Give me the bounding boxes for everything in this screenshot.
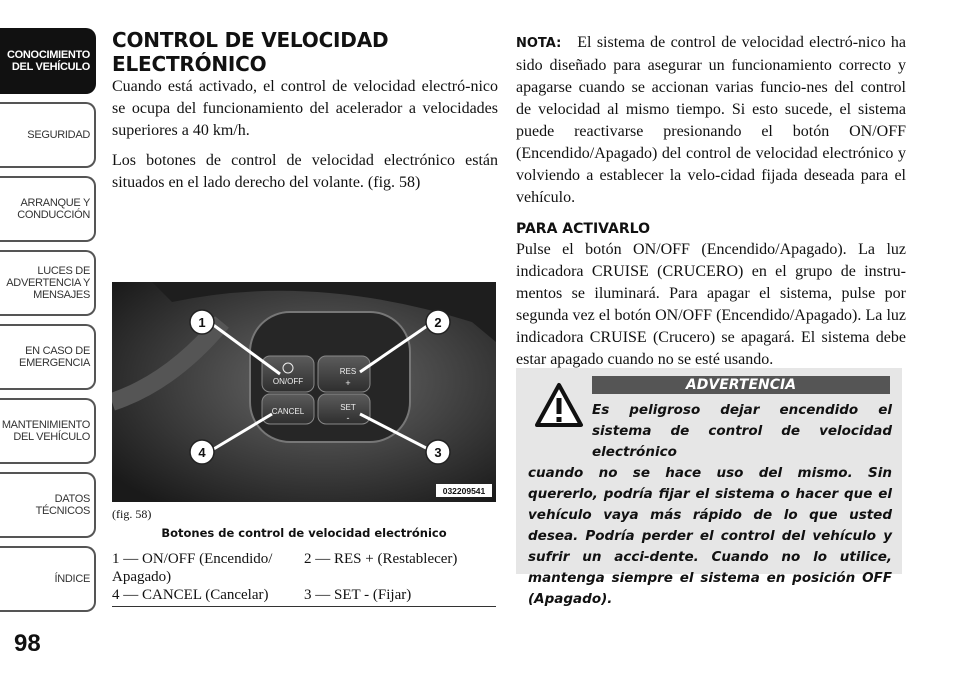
nota-text: El sistema de control de velocidad electró-nico ha sido diseñado para asegurar un funcionamiento correcto y apagarse cuando se accionan varias funcio-nes del control de velocidad al mismo tiempo. Si esto sucede, el sistema puede reactivarse presionando el botón ON/OFF (Encendido/Apagado) del control de velocidad electrónico y volviendo a establecer la velo-cidad fijada deseada para el vehículo. <box>516 34 906 206</box>
warning-text <box>528 400 892 610</box>
res-button-label: RES <box>339 367 357 376</box>
tab-label: CONOCIMIENTO DEL VEHÍCULO <box>7 49 90 73</box>
activation-heading: PARA ACTIVARLO <box>516 221 650 237</box>
tab-label: EN CASO DE EMERGENCIA <box>19 345 90 369</box>
steering-wheel-figure <box>112 282 496 502</box>
onoff-button-label: ON/OFF <box>272 377 304 386</box>
warning-box <box>516 368 902 607</box>
figure-id: (fig. 58) <box>112 507 152 521</box>
right-column <box>516 32 906 371</box>
nota-label: NOTA: <box>516 36 562 51</box>
tab-label: MANTENIMIENTO DEL VEHÍCULO <box>1 419 90 443</box>
section-title <box>112 28 498 76</box>
activation-paragraph: Pulse el botón ON/OFF (Encendido/Apagado). La luz indicadora CRUISE (CRUCERO) en el grupo de instru-mentos se iluminará. Para apagar el sistema, pulse por segunda vez el botón ON/OFF (Encendido/Apagado). La luz indicadora CRUISE (Crucero) se apagará. El sistema debe estar apagado cuando no se esté usando. <box>516 241 906 368</box>
steering-wheel-illustration <box>112 282 496 502</box>
callout-4: 4 <box>198 445 206 460</box>
figure-code: 032209541 <box>442 486 486 496</box>
title-line-1: CONTROL DE VELOCIDAD <box>112 28 389 52</box>
res-plus-label: + <box>345 378 351 388</box>
intro-paragraph: Cuando está activado, el control de velocidad electró-nico se ocupa del funcionamiento del acelerador a velocidades superiores a 40 km/h. <box>112 78 498 139</box>
tab-luces-de-advertencia[interactable] <box>0 250 96 316</box>
warning-lead: Es peligroso dejar encendido el sistema de control de velocidad electrónico <box>592 402 892 460</box>
tab-label: SEGURIDAD <box>27 129 90 141</box>
page-number: 98 <box>14 630 41 657</box>
tab-label: ÍNDICE <box>54 573 90 585</box>
left-column <box>112 28 498 194</box>
callout-3: 3 <box>434 445 442 460</box>
tab-seguridad[interactable] <box>0 102 96 168</box>
callout-2: 2 <box>434 315 442 330</box>
set-minus-label: - <box>346 413 350 423</box>
warning-body: cuando no se hace uso del mismo. Sin quererlo, podría fijar el sistema o hacer que el vehículo vaya más rápido de lo que usted desea. Podría perder el control del vehículo y sufrir un acci-dente. Cuando no lo utilice, mantenga siempre el sistema en posición OFF (Apagado). <box>528 465 892 607</box>
legend-item-2: 2 — RES + (Restablecer) <box>304 551 458 567</box>
tab-label: ARRANQUE Y CONDUCCIÓN <box>17 197 90 221</box>
legend-item-4: 4 — CANCEL (Cancelar) <box>112 587 269 603</box>
legend-item-3: 3 — SET - (Fijar) <box>304 587 412 603</box>
figure-caption: Botones de control de velocidad electrónico <box>161 526 447 540</box>
tab-arranque-y-conduccion[interactable] <box>0 176 96 242</box>
tab-conocimiento-del-vehiculo[interactable] <box>0 28 96 94</box>
tab-label: DATOS TÉCNICOS <box>35 493 90 517</box>
callout-1: 1 <box>198 315 206 330</box>
figure-legend <box>112 550 496 607</box>
cancel-button-label: CANCEL <box>271 407 305 416</box>
location-paragraph: Los botones de control de velocidad electrónico están situados en el lado derecho del volante. (fig. 58) <box>112 152 498 191</box>
tab-label: LUCES DE ADVERTENCIA Y MENSAJES <box>6 265 90 301</box>
title-line-2: ELECTRÓNICO <box>112 52 267 76</box>
nota-paragraph <box>516 32 906 209</box>
set-button-label: SET <box>340 403 356 412</box>
tab-mantenimiento[interactable] <box>0 398 96 464</box>
tab-en-caso-de-emergencia[interactable] <box>0 324 96 390</box>
legend-divider <box>112 606 496 607</box>
tab-datos-tecnicos[interactable] <box>0 472 96 538</box>
legend-item-1: 1 — ON/OFF (Encendido/ Apagado) <box>112 551 273 585</box>
tab-indice[interactable] <box>0 546 96 612</box>
warning-header: ADVERTENCIA <box>592 376 890 394</box>
